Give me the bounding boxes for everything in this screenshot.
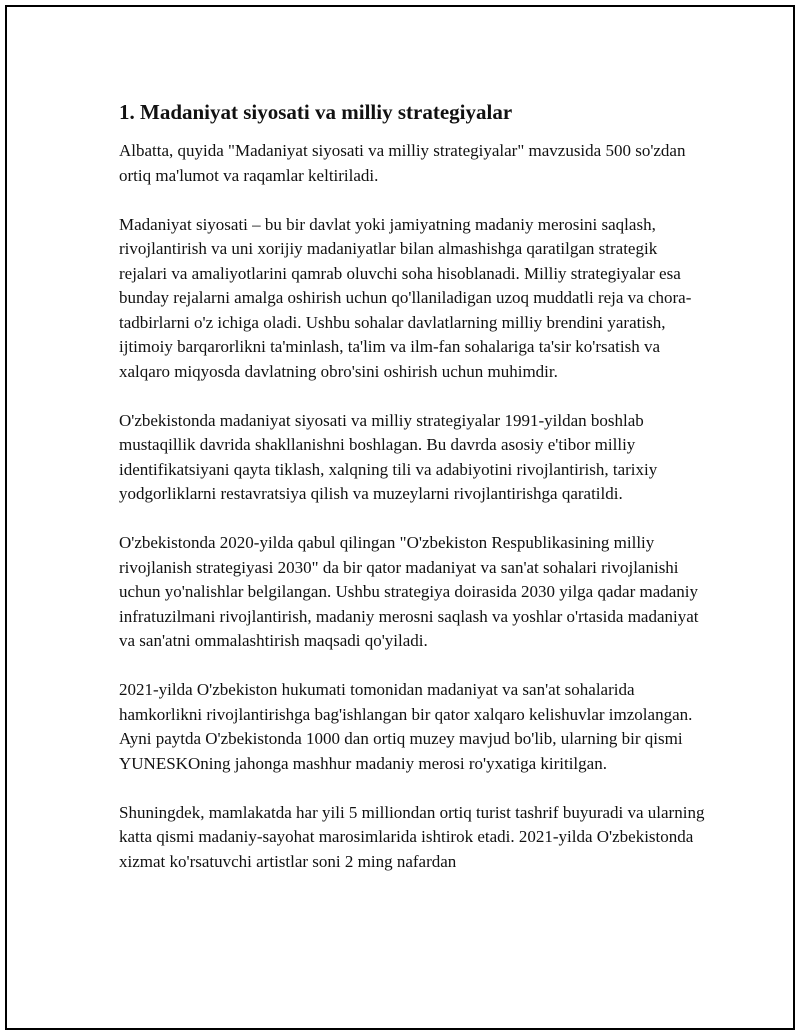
paragraph-definition: Madaniyat siyosati – bu bir davlat yoki jamiyatning madaniy merosini saqlash, rivojlantirish va uni xorijiy madaniyatlar bilan almashishga qaratilgan strategik rejalari va amaliyotlarini qamrab oluvchi soha hisoblanadi. Milliy strategiyalar esa bunday rejalarni amalga oshirish uchun qo'llaniladigan uzoq muddatli reja va chora-tadbirlarni o'z ichiga oladi. Ushbu sohalar davlatlarning milliy brendini yaratish, ijtimoiy barqarorlikni ta'minlash, ta'lim va ilm-fan sohalariga ta'sir ko'rsatish va xalqaro miqyosda davlatning obro'sini oshirish uchun muhimdir. xyxy=(119,214,692,381)
document-title: 1. Madaniyat siyosati va milliy strategiyalar xyxy=(119,100,513,124)
page-frame xyxy=(5,5,795,1030)
document-body xyxy=(119,97,709,899)
paragraph-agreements-2021: 2021-yilda O'zbekiston hukumati tomonidan madaniyat va san'at sohalarida hamkorlikni rivojlantirishga bag'ishlangan bir qator xalqaro kelishuvlar imzolangan. Ayni paytda O'zbekistonda 1000 dan ortiq muzey mavjud bo'lib, ularning bir qismi YUNESKOning jahonga mashhur madaniy merosi ro'yxatiga kiritilgan. xyxy=(119,680,693,773)
paragraph-intro: Albatta, quyida "Madaniyat siyosati va milliy strategiyalar" mavzusida 500 so'zdan ortiq ma'lumot va raqamlar keltiriladi. xyxy=(119,141,686,185)
paragraph-tourism: Shuningdek, mamlakatda har yili 5 milliondan ortiq turist tashrif buyuradi va ularning katta qismi madaniy-sayohat marosimlarida ishtirok etadi. 2021-yilda O'zbekistonda xizmat ko'rsatuvchi artistlar soni 2 ming nafardan xyxy=(119,802,705,871)
paragraph-strategy-2030: O'zbekistonda 2020-yilda qabul qilingan "O'zbekiston Respublikasining milliy rivojlanish strategiyasi 2030" da bir qator madaniyat va san'at sohalari rivojlanishi uchun yo'nalishlar belgilangan. Ushbu strategiya doirasida 2030 yilga qadar madaniy infratuzilmani rivojlantirish, madaniy merosni saqlash va yoshlar o'rtasida madaniyat va san'atni ommalashtirish maqsadi qo'yiladi. xyxy=(119,533,699,650)
paragraph-independence: O'zbekistonda madaniyat siyosati va milliy strategiyalar 1991-yildan boshlab mustaqillik davrida shakllanishni boshlagan. Bu davrda asosiy e'tibor milliy identifikatsiyani qayta tiklash, xalqning tili va adabiyotini rivojlantirish, tarixiy yodgorliklarni restavratsiya qilish va muzeylarni rivojlantirishga qaratildi. xyxy=(119,410,658,503)
